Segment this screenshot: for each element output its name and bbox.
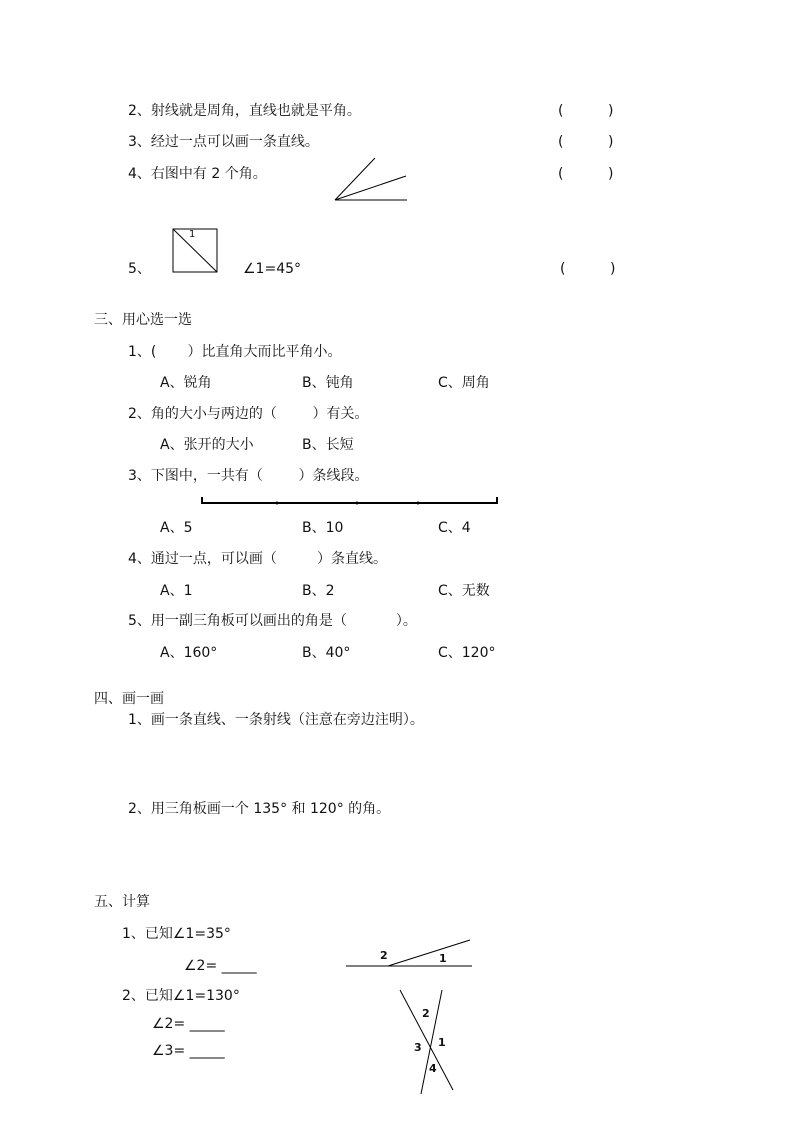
calc-q1-label-2: 2 — [380, 949, 388, 962]
section5-title: 五、计算 — [94, 894, 150, 910]
choose-q1-text: 1、( ）比直角大而比平角小。 — [128, 344, 342, 360]
choose-q4-option-c[interactable]: C、无数 — [438, 583, 490, 599]
q4-judge-text: 4、右图中有 2 个角。 — [128, 166, 267, 182]
calc-q2-answer-3[interactable]: ∠3= _____ — [152, 1043, 225, 1059]
calc-q1-answer[interactable]: ∠2= _____ — [184, 958, 257, 974]
calc-q2-text: 2、已知∠1=130° — [122, 988, 240, 1004]
square-angle-label: 1 — [189, 229, 196, 240]
q4-judge-answer[interactable]: ( ) — [558, 166, 614, 182]
choose-q3-option-a[interactable]: A、5 — [160, 520, 193, 536]
choose-q1-option-a[interactable]: A、锐角 — [160, 375, 212, 391]
q2-judge-text: 2、射线就是周角，直线也就是平角。 — [128, 103, 361, 119]
q3-judge-text: 3、经过一点可以画一条直线。 — [128, 134, 319, 150]
calc-q2-label-3: 3 — [414, 1041, 422, 1054]
choose-q1-option-b[interactable]: B、钝角 — [302, 375, 354, 391]
q2-judge-answer[interactable]: ( ) — [558, 103, 614, 119]
choose-q3-option-c[interactable]: C、4 — [438, 520, 471, 536]
calc-q2-label-1: 1 — [438, 1036, 446, 1049]
calc-q2-label-2: 2 — [422, 1007, 430, 1020]
q5-judge-num: 5、 — [128, 261, 151, 277]
section4-title: 四、画一画 — [94, 691, 164, 707]
choose-q4-option-b[interactable]: B、2 — [302, 583, 335, 599]
calc-q2-label-4: 4 — [429, 1062, 437, 1075]
choose-q4-option-a[interactable]: A、1 — [160, 583, 193, 599]
choose-q1-option-c[interactable]: C、周角 — [438, 375, 490, 391]
choose-q2-text: 2、角的大小与两边的（ ）有关。 — [128, 406, 369, 422]
q5-judge-answer[interactable]: ( ) — [560, 261, 616, 277]
q3-judge-answer[interactable]: ( ) — [558, 134, 614, 150]
calc-q1-label-1: 1 — [439, 952, 447, 965]
choose-q4-text: 4、通过一点，可以画（ ）条直线。 — [128, 551, 387, 567]
choose-q3-text: 3、下图中，一共有（ ）条线段。 — [128, 468, 369, 484]
section3-title: 三、用心选一选 — [94, 312, 192, 328]
choose-q2-option-a[interactable]: A、张开的大小 — [160, 437, 254, 453]
choose-q5-option-b[interactable]: B、40° — [302, 645, 351, 661]
draw-q1-text: 1、画一条直线、一条射线（注意在旁边注明）。 — [128, 712, 424, 728]
choose-q3-option-b[interactable]: B、10 — [302, 520, 344, 536]
choose-q2-option-b[interactable]: B、长短 — [302, 437, 354, 453]
q5-angle-text: ∠1=45° — [243, 261, 302, 277]
choose-q5-option-c[interactable]: C、120° — [438, 645, 496, 661]
draw-q2-text: 2、用三角板画一个 135° 和 120° 的角。 — [128, 801, 391, 817]
calc-q1-text: 1、已知∠1=35° — [122, 926, 231, 942]
choose-q5-text: 5、用一副三角板可以画出的角是（ ）。 — [128, 613, 417, 629]
calc-q2-answer-2[interactable]: ∠2= _____ — [152, 1016, 225, 1032]
choose-q5-option-a[interactable]: A、160° — [160, 645, 218, 661]
